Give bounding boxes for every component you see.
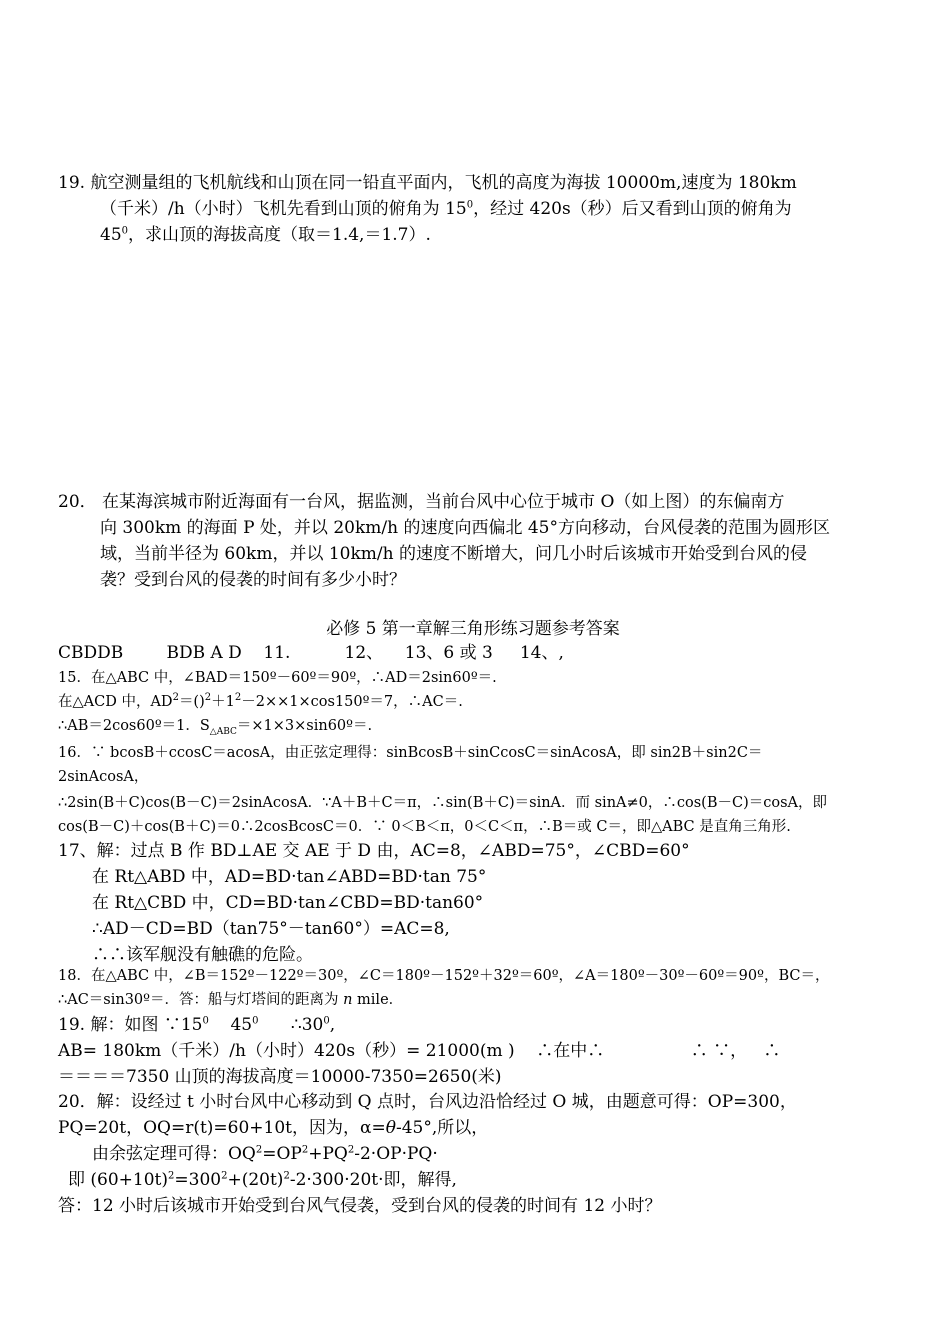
a20-line-2: PQ=20t，OQ=r(t)=60+10t，因为，α=θ-45°,所以，	[58, 1118, 489, 1138]
q20-line-4: 袭？受到台风的侵袭的时间有多少小时？	[100, 570, 406, 590]
a20-line-1: 20．解：设经过 t 小时台风中心移动到 Q 点时，台风边沿恰经过 O 城，由题意可得：OP=300，	[58, 1092, 797, 1112]
a16-line-3: ∴2sin(B＋C)cos(B－C)＝2sinAcosA．∵A＋B＋C＝π，∴sin(B＋C)＝sinA．而 sinA≠0，∴cos(B－C)＝cosA，即	[58, 795, 828, 811]
q19-line-2: （千米）/h（小时）飞机先看到山顶的俯角为 $15^0$，经过 420s（秒）后又看到山顶的俯角为	[100, 199, 792, 219]
a17-line-1: 17、解：过点 B 作 BD⊥AE 交 AE 于 D 由，AC=8，∠ABD=75°，∠CBD=60°	[58, 841, 690, 861]
a16-line-4: cos(B－C)＋cos(B＋C)＝0∴2cosBcosC＝0．∵ 0＜B＜π，0＜C＜π，∴B＝或 C＝，即△ABC 是直角三角形.	[58, 819, 791, 835]
answer-16	[58, 741, 888, 839]
q20-line-3: 域，当前半径为 60km，并以 10km/h 的速度不断增大，问几小时后该城市开始受到台风的侵	[100, 544, 807, 564]
answer-15	[58, 666, 888, 738]
question-19	[58, 170, 888, 248]
a20-line-5: 答：12 小时后该城市开始受到台风气侵袭，受到台风的侵袭的时间有 12 小时？	[58, 1196, 662, 1216]
q20-line-2: 向 300km 的海面 P 处，并以 20km/h 的速度向西偏北 45°方向移动，台风侵袭的范围为圆形区	[100, 518, 830, 538]
answer-19	[58, 1012, 888, 1090]
a15-line-1: 15．在△ABC 中，∠BAD＝150º－60º＝90º，∴AD＝2sin60º＝.	[58, 670, 497, 686]
a19-line-3: ＝＝＝＝7350 山顶的海拔高度＝10000-7350=2650(米)	[58, 1067, 502, 1087]
q19-line-1: 19. 航空测量组的飞机航线和山顶在同一铅直平面内，飞机的高度为海拔 10000m,速度为 180km	[58, 173, 797, 193]
answer-20	[58, 1089, 888, 1219]
a16-line-1: 16．∵ bcosB＋ccosC＝acosA，由正弦定理得：sinBcosB＋sinCcosC＝sinAcosA，即 sin2B＋sin2C＝	[58, 745, 763, 761]
choice-answers: CBDDB BDB A D 11. 12、 13、6 或 3 14、,	[58, 643, 564, 663]
a19-line-1: 19. 解：如图 $\because 15^0$ $45^0$ $\therefore 30^0$,	[58, 1015, 336, 1035]
a17-line-2: 在 Rt△ABD 中，AD=BD·tan∠ABD=BD·tan 75°	[92, 867, 487, 887]
q19-line-3: $45^0$，求山顶的海拔高度（取＝1.4,＝1.7）.	[100, 225, 431, 245]
a20-line-3: 由余弦定理可得：$OQ^2=OP^2+PQ^2-2\cdot OP\cdot PQ\cdot$	[92, 1144, 438, 1164]
a15-line-2: 在△ACD 中，$AD^2=()^2+1^2-2\times\times 1\times\cos 150º=7$，∴AC＝.	[58, 692, 463, 710]
answer-17	[58, 838, 888, 968]
a20-line-4: 即 $(60+10t)^2=300^2+(20t)^2-2\cdot 300\cdot 20t\cdot$即，解得,	[68, 1170, 457, 1190]
a18-line-1: 18．在△ABC 中，∠B＝152º－122º＝30º，∠C＝180º－152º＋32º＝60º，∠A＝180º－30º－60º＝90º，BC＝，	[58, 968, 830, 984]
q20-line-1: 20． 在某海滨城市附近海面有一台风，据监测，当前台风中心位于城市 O（如上图）的东偏南方	[58, 492, 785, 512]
a15-line-3: ∴AB＝2cos60º＝1．$S_{\triangle ABC}=\times 1\times 3\times\sin 60º=$.	[58, 718, 373, 737]
answer-18	[58, 964, 888, 1012]
a19-line-2: AB= 180km（千米）/h（小时）420s（秒）= 21000(m ) ∴在中∴ ∴ ∵， ∴	[58, 1041, 781, 1061]
question-20	[58, 489, 888, 593]
answers-title: 必修 5 第一章解三角形练习题参考答案	[326, 619, 620, 639]
a17-line-5: ∴∴该军舰没有触礁的危险。	[92, 945, 313, 965]
a17-line-4: ∴AD－CD=BD（tan75°－tan60°）=AC=8,	[92, 919, 450, 939]
a17-line-3: 在 Rt△CBD 中，CD=BD·tan∠CBD=BD·tan60°	[92, 893, 484, 913]
a18-line-2: ∴AC＝sin30º＝．答：船与灯塔间的距离为 n mile．	[58, 992, 404, 1008]
a16-line-2: 2sinAcosA，	[58, 769, 149, 785]
